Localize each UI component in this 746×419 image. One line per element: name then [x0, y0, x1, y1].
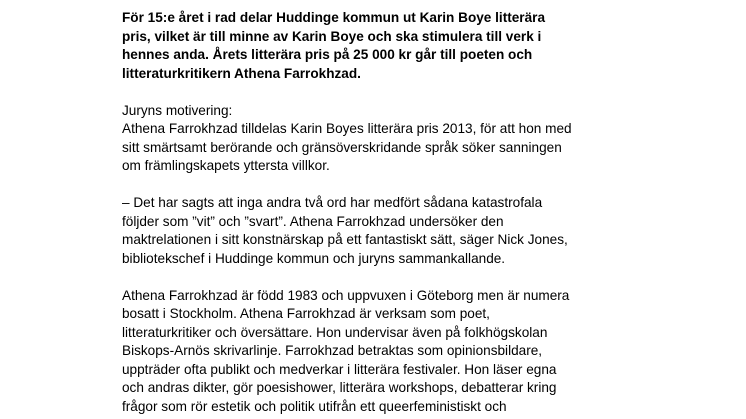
motivation-line: Athena Farrokhzad tilldelas Karin Boyes litterära pris 2013, för att hon med	[122, 121, 572, 136]
motivation-heading: Juryns motivering:	[122, 102, 233, 118]
bio-line: Athena Farrokhzad är född 1983 och uppvuxen i Göteborg men är numera	[122, 287, 570, 303]
bio-line: uppträder ofta publikt och medverkar i litterära festivaler. Hon läser egna	[122, 361, 557, 377]
motivation-paragraph	[122, 102, 642, 176]
intro-line: pris, vilket är till minne av Karin Boye och ska stimulera till verk i	[122, 28, 542, 44]
quote-line: bibliotekschef i Huddinge kommun och juryns sammankallande.	[122, 250, 506, 266]
paragraph-spacer	[122, 176, 642, 195]
intro-paragraph	[122, 9, 642, 83]
intro-line: För 15:e året i rad delar Huddinge kommun ut Karin Boye litterära	[122, 10, 546, 25]
quote-paragraph	[122, 194, 642, 268]
bio-line: och andras dikter, gör poesishower, litterära workshops, debatterar kring	[122, 380, 557, 395]
motivation-line: om främlingskapets yttersta villkor.	[122, 158, 330, 173]
motivation-line: sitt smärtsamt berörande och gränsöverskridande språk söker sanningen	[122, 139, 562, 155]
bio-line: frågor som rör estetik och politik utifrån ett queerfeministiskt och	[122, 398, 507, 414]
intro-line: litteraturkritikern Athena Farrokhzad.	[122, 65, 361, 81]
quote-line: maktrelationen i sitt konstnärskap på ett fantastiskt sätt, säger Nick Jones,	[122, 232, 568, 247]
bio-line: litteraturkritiker och översättare. Hon undervisar även på folkhögskolan	[122, 324, 548, 340]
bio-paragraph	[122, 287, 642, 417]
paragraph-spacer	[122, 83, 642, 102]
bio-line: Biskops-Arnös skrivarlinje. Farrokhzad betraktas som opinionsbildare,	[122, 343, 543, 358]
quote-line: följder som ”vit” och ”svart”. Athena Farrokhzad undersöker den	[122, 213, 504, 229]
intro-line: hennes anda. Årets litterära pris på 25 000 kr går till poeten och	[122, 47, 533, 62]
paragraph-spacer	[122, 268, 642, 287]
quote-line: – Det har sagts att inga andra två ord har medfört sådana katastrofala	[122, 195, 543, 210]
bio-line: bosatt i Stockholm. Athena Farrokhzad är verksam som poet,	[122, 306, 490, 321]
document-page	[122, 9, 642, 416]
